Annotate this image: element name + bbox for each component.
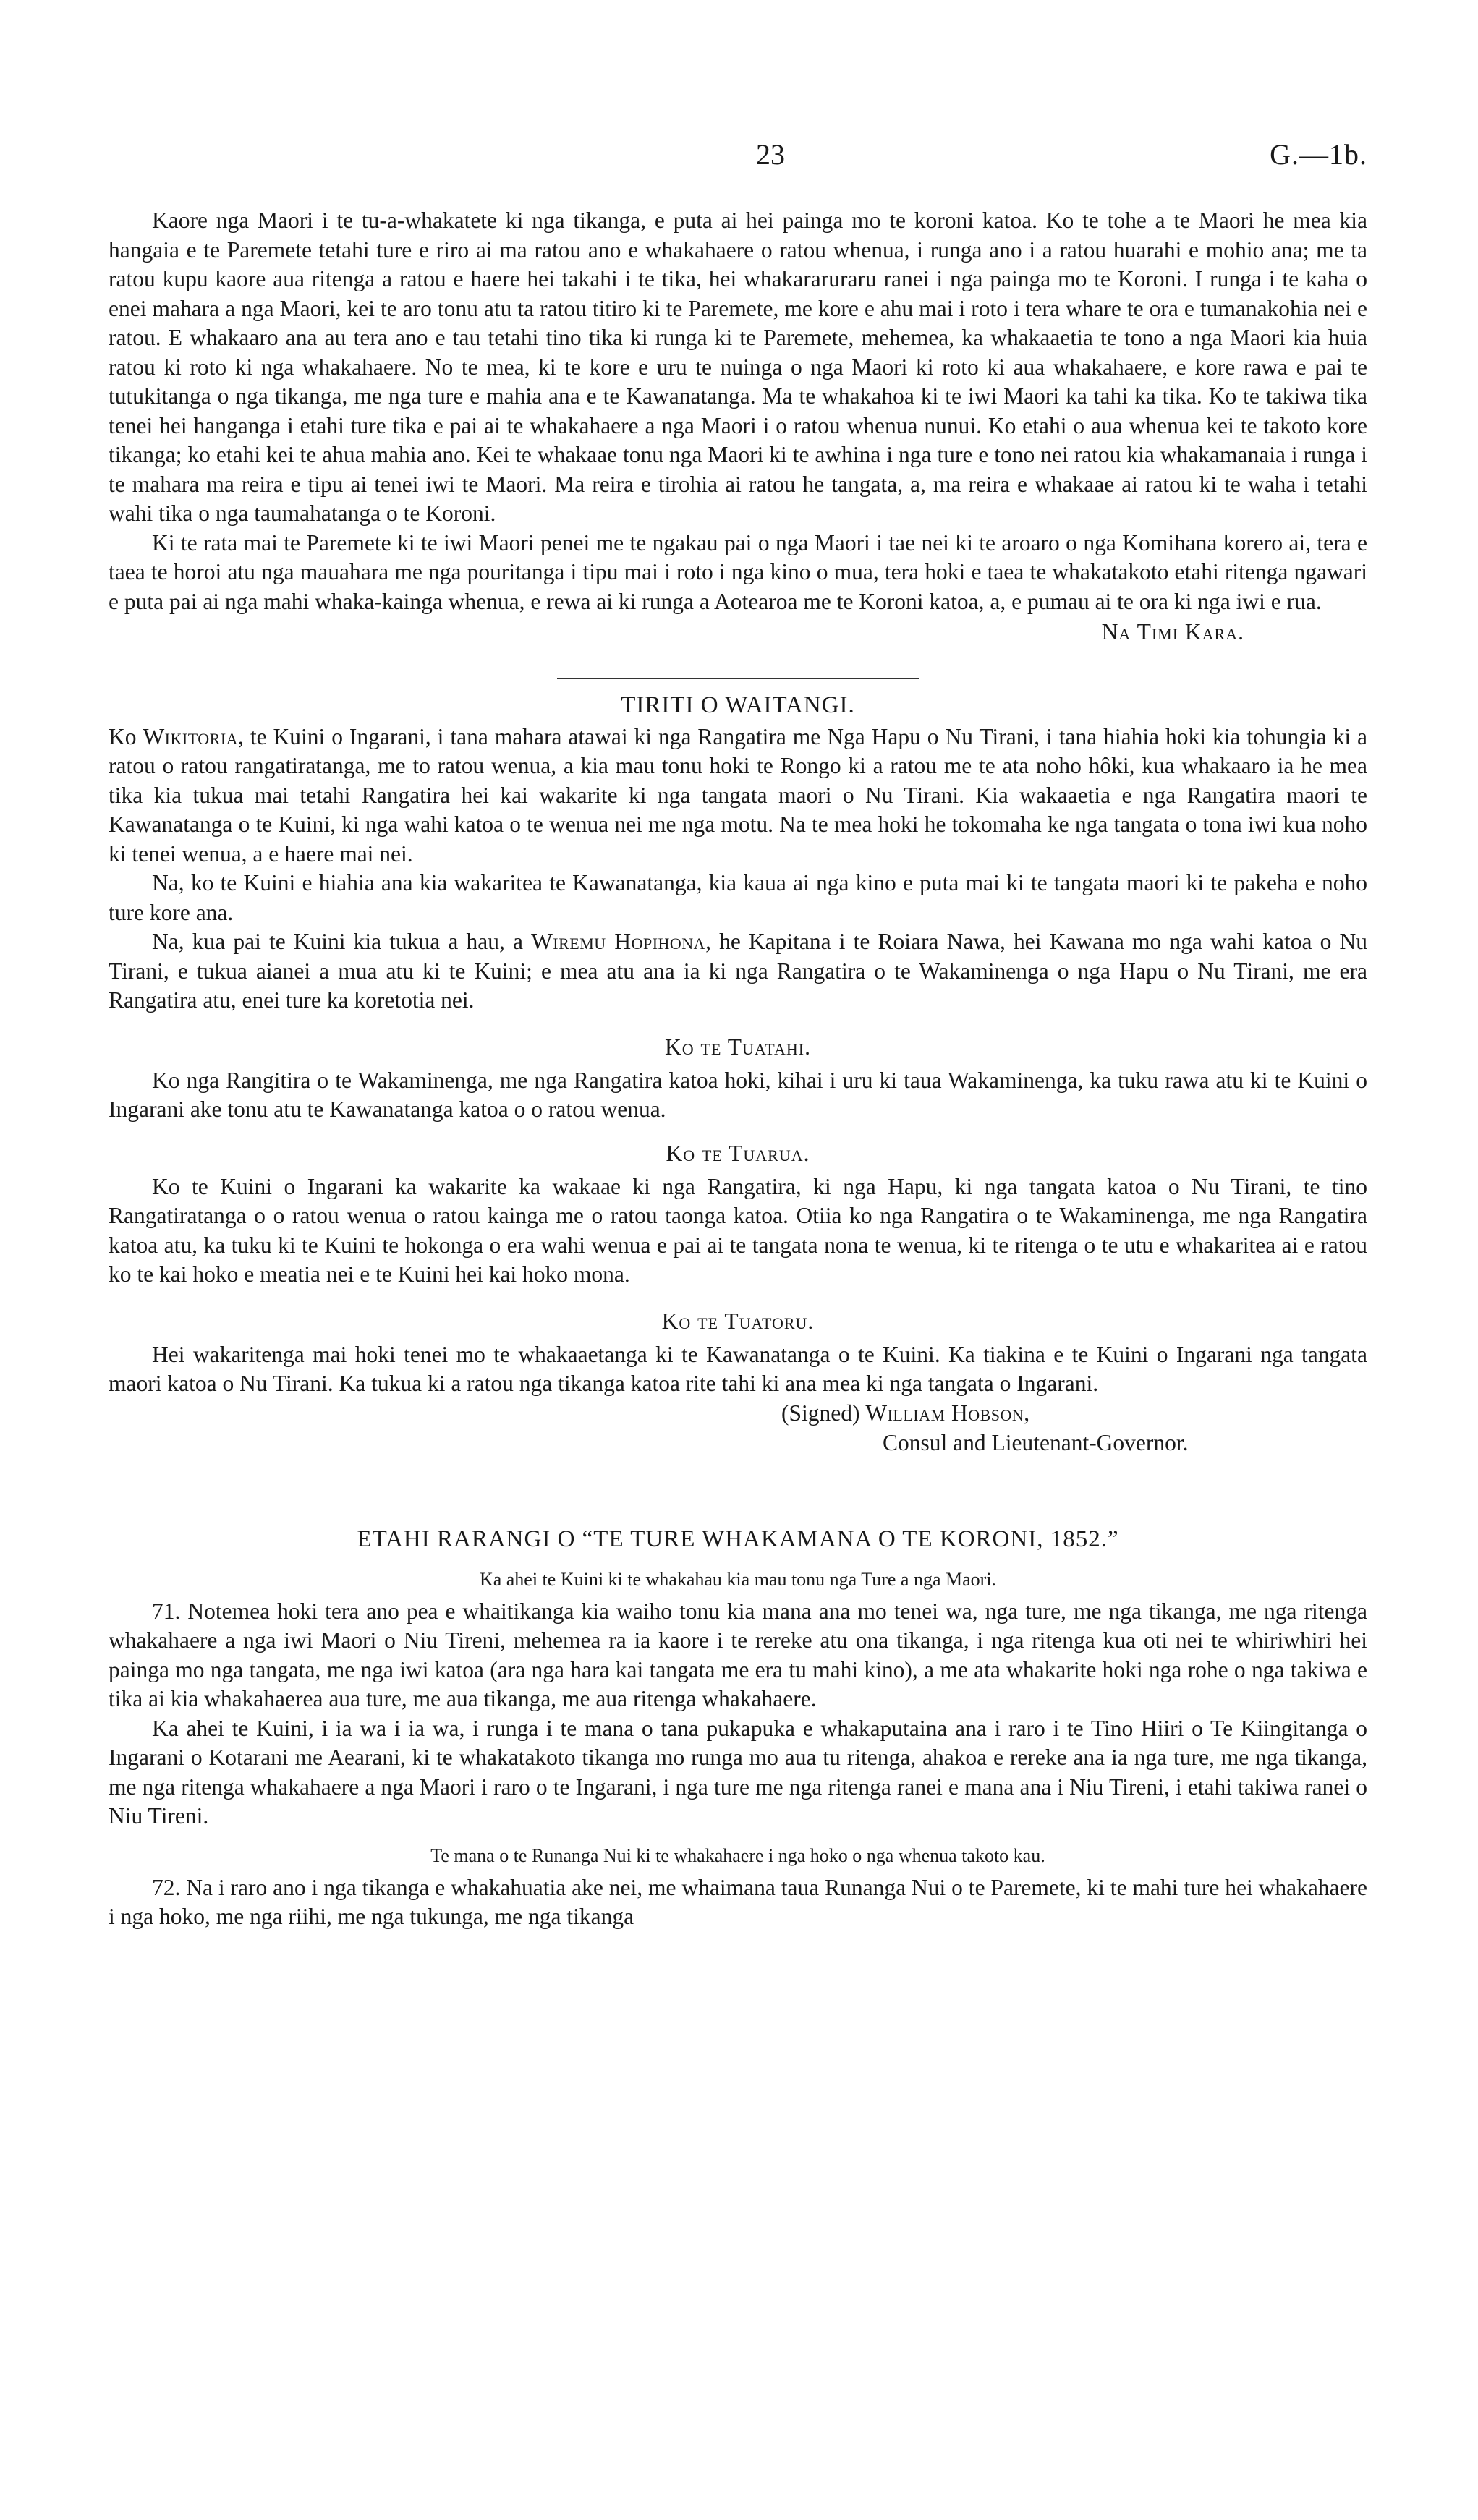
treaty-preamble-1 [109, 723, 1367, 869]
page-header [174, 137, 1367, 181]
report-code: G.—1b. [1270, 138, 1367, 171]
treaty-title: TIRITI O WAITANGI. [621, 691, 855, 718]
signatory-title: Consul and Lieutenant-Governor. [883, 1429, 1189, 1455]
preamble-1-lead: Ko [109, 723, 143, 749]
article-3-heading: Ko te Tuatoru. [661, 1308, 815, 1334]
extracts-subhead-1: Ka ahei te Kuini ki te whakahau kia mau tonu nga Ture a nga Maori. [479, 1568, 997, 1590]
article-3-text: Hei wakaritenga mai hoki tenei mo te whakaaetanga ki te Kawanatanga o te Kuini. Ka tiakina e te Kuini o Ingarani nga tangata maori katoa o Nu Tirani. Ka tukua ki a ratou nga tikanga katoa rite tahi ki ana mea ki nga tangata o Ingarani. [109, 1341, 1367, 1396]
signed-line [781, 1399, 1030, 1429]
treaty-signature-block [109, 1399, 1367, 1460]
intro-section [109, 206, 1367, 647]
preamble-3-rest: , he Kapitana i te Roiara Nawa, hei Kawana mo nga wahi katoa o Nu Tirani, e tukua aianei a mua atu ki te Kuini; e mea atu ana ia ki nga Rangatira o te Wakaminenga o nga Hapu o Nu Tirani, me era Rangatira atu, enei ture ka koretotia nei. [109, 929, 1367, 1013]
section-72-paragraph: 72. Na i raro ano i nga tikanga e whakahuatia ake nei, me whaimana taua Runanga Nui o te Paremete, ki te mahi ture hei whakahaere i nga hoko, me nga riihi, me nga tukunga, me nga tikanga [109, 1874, 1367, 1929]
governor-name: Wiremu Hopihona [531, 929, 706, 954]
extracts-title: ETAHI RARANGI O “TE TURE WHAKAMANA O TE KORONI, 1852.” [357, 1525, 1119, 1552]
section-71-paragraph: 71. Notemea hoki tera ano pea e whaitikanga kia waiho tonu kia mana ana mo tenei wa, nga ture, me nga tikanga, me nga ritenga whakahaere a nga iwi Maori o Niu Tireni, mehemea ra ia kaore i te rereke atu ona tikanga, i nga ritenga kua oti nei te whiriwhiri hei painga mo nga tangata, me nga iwi katoa (ara nga hara kai tangata me era tu mahi kino), a me ata whakarite hoki nga rohe o nga takiwa e tika ai kia whakahaerea aua ture, me aua tikanga, me aua ritenga whakahaere. [109, 1598, 1367, 1711]
intro-paragraph-1: Kaore nga Maori i te tu-a-whakatete ki nga tikanga, e puta ai hei painga mo te koroni katoa. Ko te tohe a te Maori he mea kia hangaia e te Paremete tetahi ture e riro ai ma ratou ano e whakahaere o ratou whenua, i runga ano i a ratou huarahi e mohio ana; me ta ratou kupu kaore aua ritenga a ratou e haere hei takahi i te tika, hei whakararuraru ranei i nga painga mo te Koroni. I runga i te kaha o enei mahara a nga Maori, kei te aro tonu atu ta ratou titiro ki te Paremete, me kore e ahu mai i roto i tera whare te ora e tumanakohia nei e ratou. E whakaaro ana au tera ano e tau tetahi tino tika ki runga ki te Paremete, mehemea, ka whakaaetia te tono a nga Maori kia huia ratou ki roto ki nga whakahaere. No te mea, ki te kore e uru te nuinga o nga Maori ki roto ki aua whakahaere, e kore rawa e pai te tutukitanga o nga tikanga, me nga ture e mahia ana e te Kawanatanga. Ma te whakahoa ki te iwi Maori ka tahi ka tika. Ko te takiwa tika tenei hei hanganga i etahi ture tika e pai ai te whakahaere a nga Maori i o ratou whenua nunui. Ko etahi o aua whenua kei te takoto kore tikanga; ko etahi kei te ahua mahia ano. Kei te whakaae tonu nga Maori ki te awhina i nga ture e tono nei ratou kia whakamanaia i runga i te mahara ma reira e tipu ai tenei iwi te Maori. Ma reira e tirohia ai ratou he tangata, a, ma reira e whakaae ai ratou ki te waha i tetahi wahi tika o nga taumahatanga o te Koroni. [109, 208, 1367, 526]
section-71-continuation: Ka ahei te Kuini, i ia wa i ia wa, i runga i te mana o tana pukapuka e whakaputaina ana i raro i te Tino Hiiri o Te Kiingitanga o Ingarani o Kotarani me Aearani, ki te whakatakoto tikanga mo runga mo aua tu ritenga, ahakoa e rereke ana ia nga ture, me nga tikanga, me nga ritenga whakahaere a nga Maori i raro o te Ingarani, i nga ture me nga ritenga ranei e mana ana i Niu Tireni, i etahi takiwa ranei o Niu Tireni. [109, 1715, 1367, 1829]
article-1-text: Ko nga Rangitira o te Wakaminenga, me nga Rangatira katoa hoki, kihai i uru ki taua Wakaminenga, ka tuku rawa atu ki te Kuini o Ingarani ake tonu atu te Kawanatanga katoa o o ratou wenua. [109, 1067, 1367, 1122]
intro-signature: Na Timi Kara. [1101, 619, 1244, 644]
article-2-heading: Ko te Tuarua. [666, 1140, 810, 1166]
page-body [109, 206, 1367, 1932]
section-divider [557, 678, 919, 679]
article-2-text: Ko te Kuini o Ingarani ka wakarite ka wakaae ki nga Rangatira, ki nga Hapu, ki nga tangata katoa o Nu Tirani, te tino Rangatiratanga o o ratou wenua o ratou kainga me o ratou taonga katoa. Otiia ko nga Rangatira o te Wakaminenga, me nga Rangatira katoa atu, ka tuku ki te Kuini te hokonga o era wahi wenua e pai ai te tangata nona te wenua, ki te ritenga o te utu e whakaritea ai e ratou ko te kai hoko e meatia nei e te Kuini hei kai hoko mona. [109, 1173, 1367, 1287]
preamble-3-lead: Na, kua pai te Kuini kia tukua a hau, a [152, 929, 532, 954]
treaty-preamble-2: Na, ko te Kuini e hiahia ana kia wakaritea te Kawanatanga, kia kaua ai nga kino e puta mai ki te tangata maori ki te pakeha e noho ture kore ana. [109, 870, 1367, 925]
page-number: 23 [756, 138, 785, 171]
queen-name: Wikitoria [143, 723, 239, 749]
treaty-preamble-3 [109, 927, 1367, 1016]
article-1-heading: Ko te Tuatahi. [665, 1034, 811, 1060]
signed-prefix: (Signed) [781, 1400, 866, 1426]
treaty-section [109, 689, 1367, 1460]
extracts-subhead-2: Te mana o te Runanga Nui ki te whakahaere i nga hoko o nga whenua takoto kau. [430, 1844, 1045, 1866]
preamble-1-rest: , te Kuini o Ingarani, i tana mahara atawai ki nga Rangatira me Nga Hapu o Nu Tirani, i tana hiahia hoki kia tohungia ki a ratou o ratou rangatiratanga, me to ratou wenua, a kia mau tonu hoki te Rongo ki a ratou me te ata noho hôki, kua whakaaro ia he mea tika kia tukua mai tetahi Rangatira hei kai wakarite ki nga tangata maori o Nu Tirani. Kia wakaaetia e nga Rangatira maori te Kawanatanga o te Kuini, ki nga wahi katoa o te wenua nei me nga motu. Na te mea hoki he tokomaha ke nga tangata o tona iwi kua noho ki tenei wenua, a e haere mai nei. [109, 723, 1368, 867]
signatory-name: William Hobson, [865, 1400, 1030, 1426]
extracts-section [109, 1523, 1367, 1932]
intro-paragraph-2: Ki te rata mai te Paremete ki te iwi Maori penei me te ngakau pai o nga Maori i tae nei ki te aroaro o nga Komihana korero ai, tera e taea te horoi atu nga mauahara me nga pouritanga i tipu mai i roto i nga kino o mua, tera hoki e taea te whakatakoto etahi ritenga ngawari e puta pai ai nga mahi whaka-kainga whenua, e rewa ai ki runga a Aotearoa me te Koroni katoa, a, e pumau ai te ora ki nga iwi e rua. [109, 529, 1367, 614]
